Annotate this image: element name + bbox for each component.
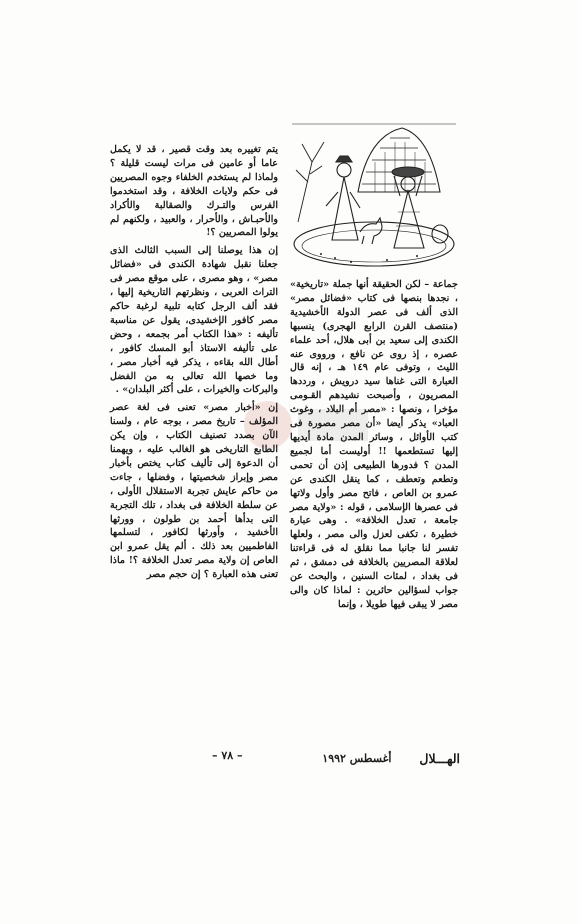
paragraph: يتم تغييره بعد وقت قصير ، قد لا يكمل عاما أو عامين فى مرات ليست قليلة ؟ ولماذا لم يستخدم الخلفاء وجوه المصريين فى حكم ولايات الخلافة ، وقد استخدموا الفرس والتـرك والصقالبة والأكراد والأحبـاش ، والأحرار ، والعبيد ، ولكنهم لم يولوا المصريين ؟! bbox=[110, 144, 278, 239]
illustration-drawing bbox=[290, 122, 458, 272]
paragraph: إن «أخبار مصر» تعنى فى لغة عصر المؤلف – تاريخ مصر ، بوجه عام ، ولسنا الآن بصدد تصنيف الكتاب ، وإن يكن الطابع التاريخى هو الغالب عليه ، ويهمنا أن الدعوة إلى تأليف كتاب يختص بأخبار مصر وإبراز شخصيتها ، وفضلها ، جاءت من حاكم عايش تجربة الاستقلال الأولى ، عن سلطة الخلافة فى بغداد ، تلك التجربة التى بدأها أحمد بن طولون ، وورثها الأخشيد ، وأورثها لكافور ، لتسلمها الفاطميين بعد ذلك . ألم يقل عمرو ابن العاص إن ولاية مصر تعدل الخلافة ؟! ماذا تعنى هذه العبارة ؟ إن حجم مصر bbox=[110, 402, 278, 581]
page-footer bbox=[270, 747, 460, 769]
article-column-left bbox=[110, 143, 278, 582]
illustration-village-figures bbox=[290, 122, 458, 272]
paragraph: إن هذا يوصلنا إلى السبب الثالث الذى جعلنا نقبل شهادة الكندى فى «فضائل مصر» ، وهو مصرى ، على موقع مصر فى التراث العربى ، ونظرتهم التاريخية إليها ، فقد ألف الرجل كتابه تلبية لرغبة حاكم مصر كافور الإخشيدى، يقول عن مناسبة تأليفه : «هذا الكتاب أمر بجمعه ، وحض على تأليفه الاستاذ أبو المسك كافور ، أطال الله بقاءه ، يذكر فيه أخبار مصر ، وما خصها الله تعالى به من الفضل والبركات والخيرات ، على أكثر البلدان» . bbox=[110, 245, 278, 396]
paragraph: جماعة – لكن الحقيقة أنها جملة «تاريخية» ، نجدها بنصها فى كتاب «فضائل مصر» الذى ألف فى عصر الدولة الأخشيدية (منتصف القرن الرابع الهجرى) ينسبها الكندى إلى سعيد بن أبى هلال، أحد علماء عصره ، إذ روى عن نافع ، ورووى عنه الليث ، وتوفى عام ١٤٩ هـ ، إنه قال العبارة التى غناها سيد درويش ، ورددها المصريون ، وأصبحت نشيدهم القـومى مؤخرا ، ونصها : «مصر أم البلاد ، وغوث العباد» يذكر أيضا «أن مصر مصورة فى كتب الأوائل ، وسائر المدن مادة أيديها إليها تستطعمها !! أوليست أما لجميع المدن ؟ فدورها الطبيعى إذن أن تحمى وتطعم وتعطف ، كما ينقل الكندى عن عمرو بن العاص ، فاتح مصر وأول ولاتها فى عصرها الإسلامى ، قوله : «ولاية مصر جامعة ، تعدل الخلافة» . وهى عبارة خطيرة ، تكفى لعزل والى مصر ، ولعلها تفسر لنا جانبا مما نقلق له فى قراءتنا لعلاقة المصريين بالخلافة فى دمشق ، ثم فى بغداد ، لمئات السنين ، والبحث عن جواب لسؤالين حائرين : لماذا كان والى مصر لا يبقى فيها طويلا ، وإنما bbox=[290, 279, 458, 610]
page-number: – ٧٨ – bbox=[212, 749, 243, 762]
crescent-logo-icon bbox=[395, 748, 415, 768]
issue-date: أغسطس ١٩٩٢ bbox=[322, 751, 392, 765]
article-column-right bbox=[290, 278, 458, 612]
magazine-name: الهـــلال bbox=[419, 750, 460, 766]
